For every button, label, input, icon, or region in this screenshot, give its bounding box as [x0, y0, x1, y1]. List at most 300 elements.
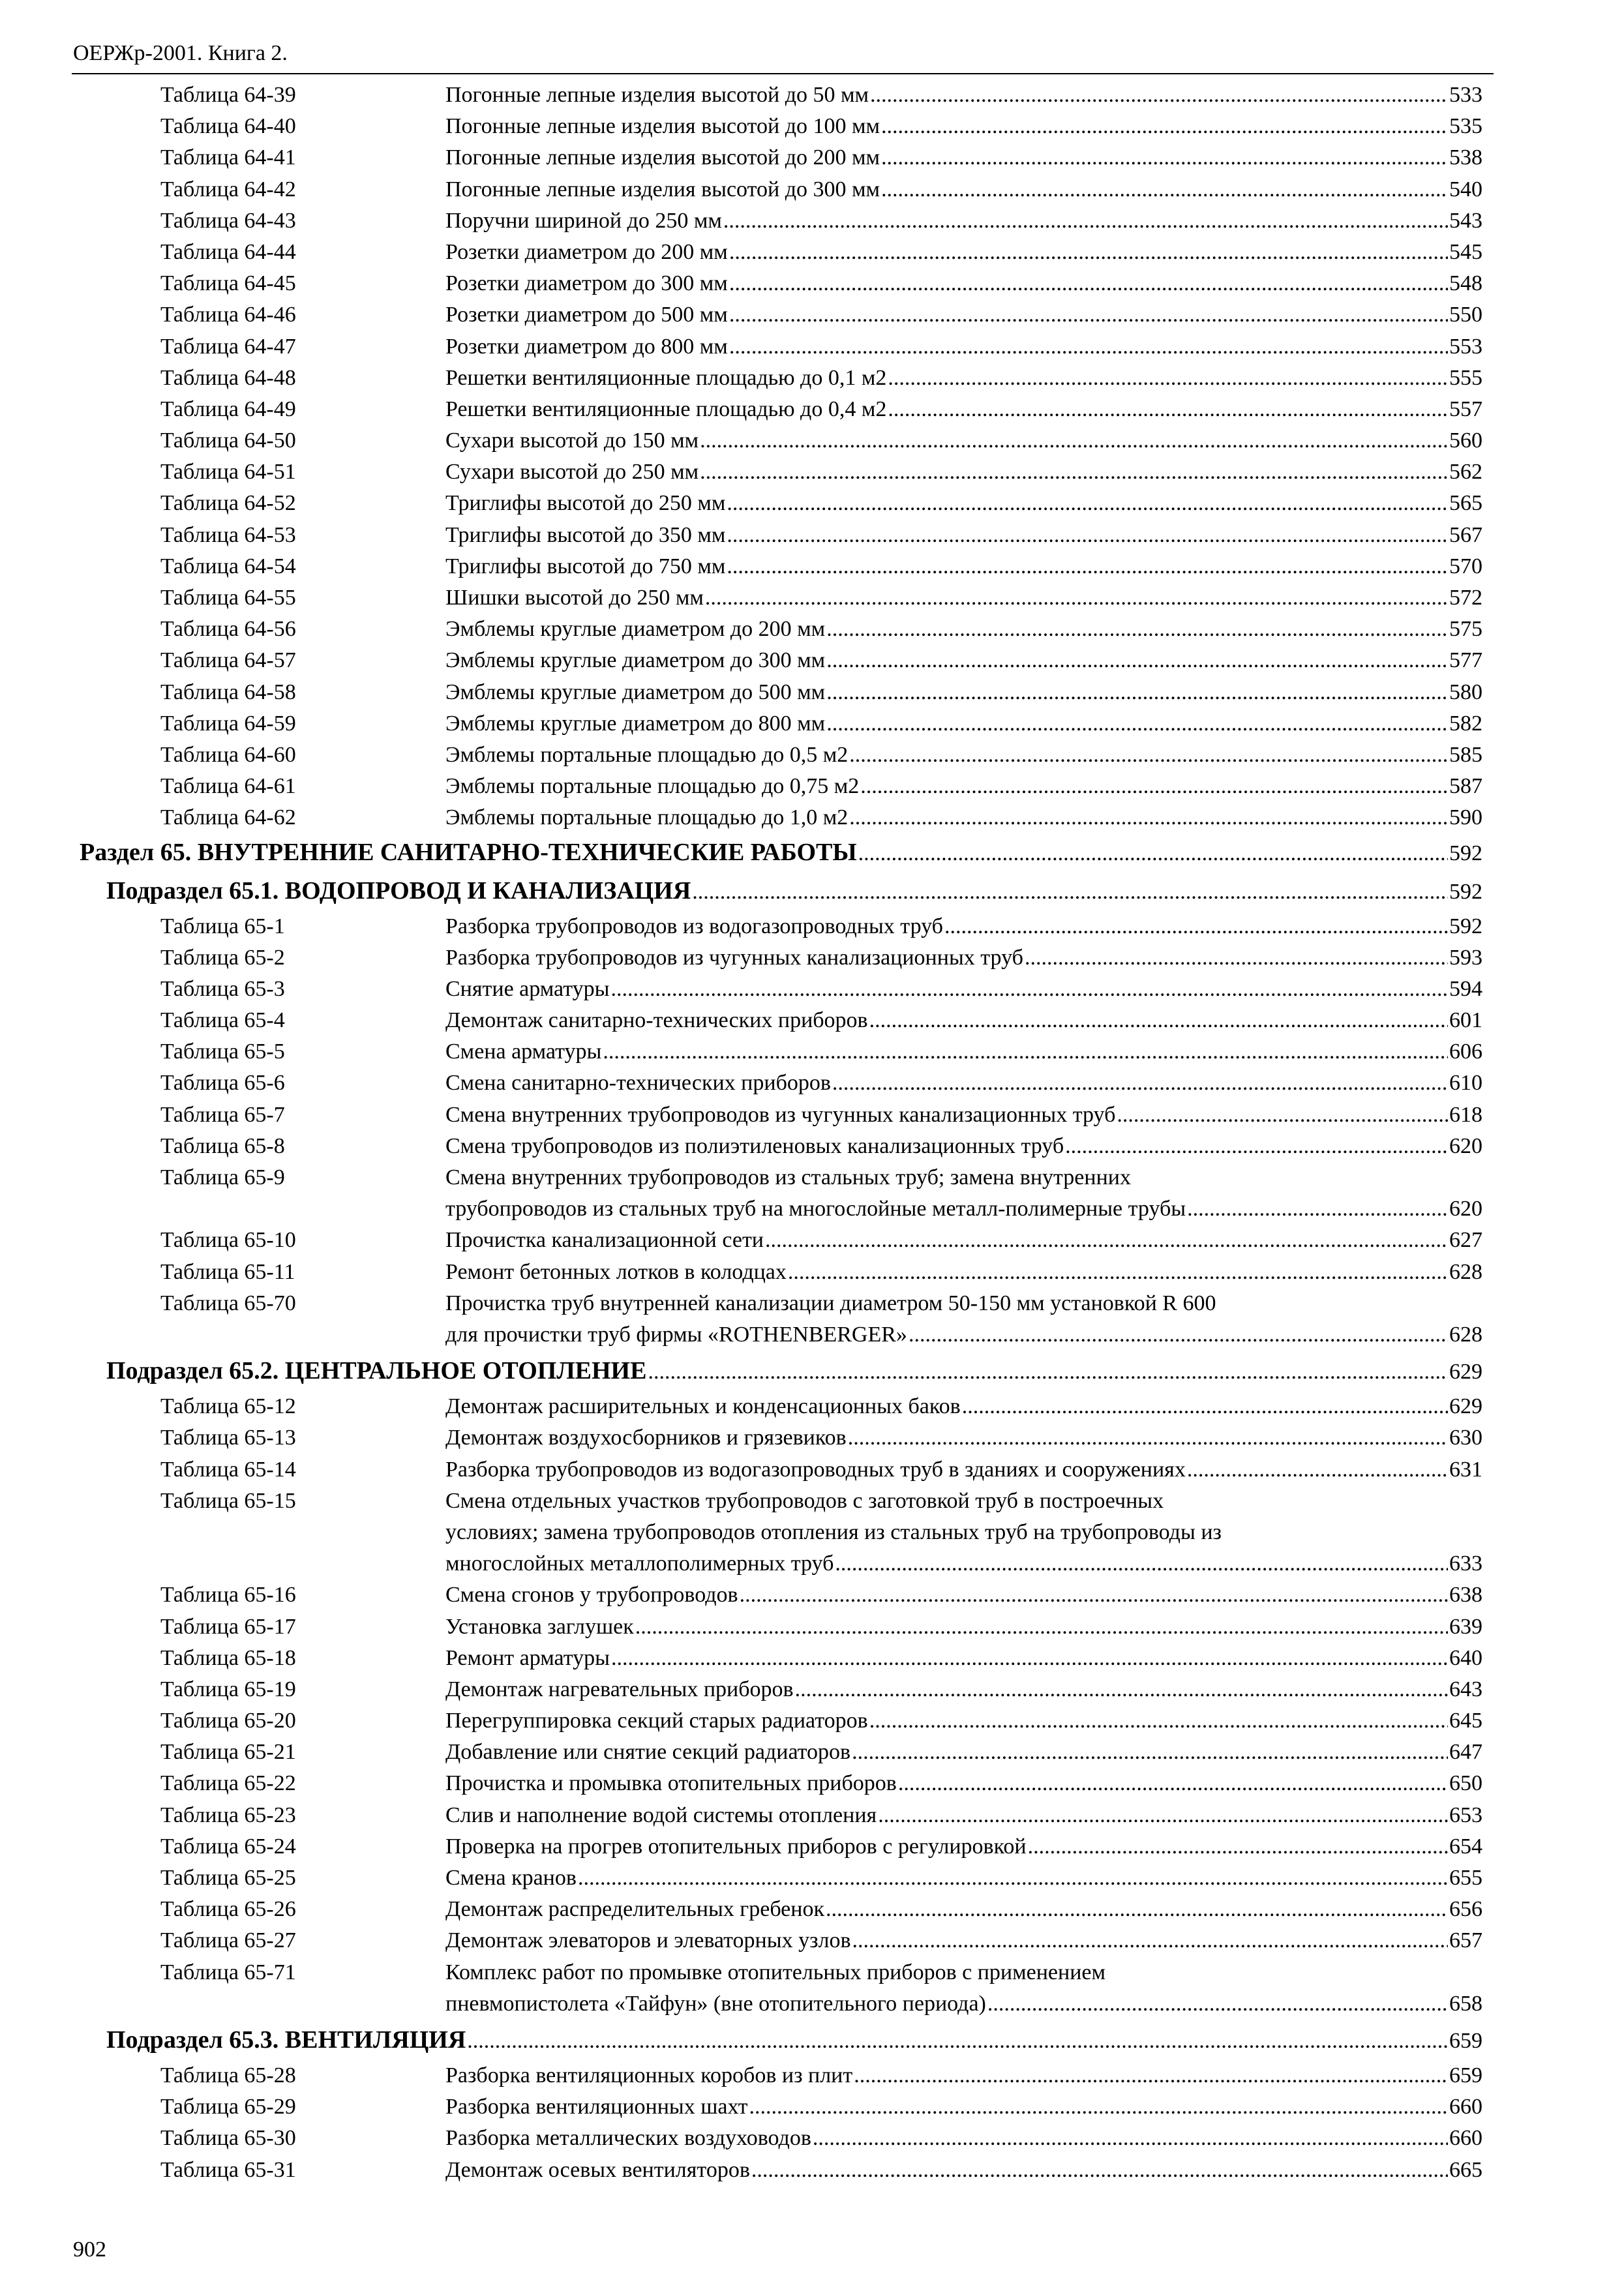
dot-leader: [869, 1705, 1448, 1737]
dot-leader-line: [445, 1737, 1482, 1768]
toc-table-entry: [0, 911, 1624, 942]
dot-leader: [727, 520, 1448, 551]
entry-title-line: Демонтаж осевых вентиляторов: [445, 2157, 750, 2182]
dot-leader-line: [445, 1005, 1482, 1036]
entry-title-line: Разборка вентиляционных коробов из плит: [445, 2063, 853, 2087]
dot-leader-line: [445, 1643, 1482, 1674]
entry-description: [445, 802, 1482, 833]
dot-leader: [729, 299, 1448, 331]
dot-leader-line: [445, 1131, 1482, 1162]
entry-page: 548: [1449, 271, 1482, 296]
toc-table-entry: [0, 1288, 1624, 1351]
table-number: Таблица 65-6: [160, 1071, 285, 1096]
toc-table-entry: [0, 740, 1624, 771]
dot-leader: [898, 1768, 1448, 1799]
entry-page: 657: [1449, 1928, 1482, 1953]
table-number: Таблица 64-60: [160, 742, 296, 767]
toc-table-entry: [0, 708, 1624, 740]
dot-leader: [700, 425, 1448, 456]
table-number: Таблица 65-13: [160, 1426, 296, 1450]
entry-title-line: Демонтаж расширительных и конденсационных баков: [445, 1394, 961, 1419]
dot-leader: [467, 2021, 1448, 2061]
entry-title-line: Смена арматуры: [445, 1040, 602, 1064]
table-number: Таблица 65-9: [160, 1165, 285, 1189]
toc-table-entry: [0, 1674, 1624, 1705]
dot-leader-line: [106, 2020, 1482, 2061]
dot-leader: [1117, 1100, 1448, 1131]
entry-title-line: Ремонт арматуры: [445, 1645, 610, 1670]
dot-leader-line: [445, 551, 1482, 582]
entry-description: [445, 174, 1482, 205]
entry-description: [445, 1068, 1482, 1099]
entry-page: 577: [1449, 648, 1482, 673]
dot-leader: [826, 614, 1448, 645]
entry-title-line: Триглифы высотой до 750 мм: [445, 554, 726, 578]
dot-leader: [765, 1225, 1448, 1256]
table-number: Таблица 64-50: [160, 428, 296, 453]
table-number: Таблица 65-28: [160, 2063, 296, 2087]
entry-page: 543: [1449, 208, 1482, 233]
table-number: Таблица 65-10: [160, 1228, 296, 1253]
toc-table-entry: [0, 1579, 1624, 1611]
entry-page: 630: [1449, 1426, 1482, 1450]
table-number: Таблица 65-3: [160, 976, 285, 1001]
dot-leader: [826, 1894, 1448, 1925]
table-number: Таблица 64-41: [160, 145, 296, 170]
dot-leader: [648, 1352, 1448, 1392]
entry-page: 592: [1449, 914, 1482, 938]
entry-title-line: Снятие арматуры: [445, 976, 610, 1001]
dot-leader-line: [445, 1611, 1482, 1643]
entry-page: 639: [1449, 1614, 1482, 1639]
entry-description: [445, 1674, 1482, 1705]
entry-title-line: Прочистка канализационной сети: [445, 1228, 764, 1253]
dot-leader-line: [445, 1319, 1482, 1351]
entry-page: 653: [1449, 1803, 1482, 1827]
dot-leader-line: [445, 456, 1482, 488]
running-header: ОЕРЖр-2001. Книга 2.: [73, 41, 288, 65]
entry-page: 540: [1449, 177, 1482, 202]
entry-page: 562: [1449, 460, 1482, 485]
entry-description: [445, 205, 1482, 237]
table-number: Таблица 65-17: [160, 1614, 296, 1639]
entry-description: [445, 677, 1482, 708]
entry-page: 660: [1449, 2095, 1482, 2119]
entry-title-line: Разборка трубопроводов из чугунных канализационных труб: [445, 945, 1023, 970]
entry-page: 660: [1449, 2126, 1482, 2151]
entry-page: 572: [1449, 586, 1482, 610]
table-number: Таблица 65-71: [160, 1960, 296, 1984]
dot-leader-line: [445, 142, 1482, 173]
entry-title-line: Смена трубопроводов из полиэтиленовых канализационных труб: [445, 1133, 1064, 1158]
entry-description: [445, 2060, 1482, 2091]
table-number: Таблица 64-54: [160, 554, 296, 578]
entry-page: 628: [1449, 1259, 1482, 1284]
entry-description: [445, 974, 1482, 1005]
dot-leader-line: [445, 974, 1482, 1005]
dot-leader-line: [445, 363, 1482, 394]
table-number: Таблица 65-8: [160, 1133, 285, 1158]
dot-leader-line: [80, 834, 1482, 872]
toc-table-entry: [0, 1036, 1624, 1068]
entry-description: [445, 111, 1482, 142]
toc-table-entry: [0, 974, 1624, 1005]
entry-description: [445, 1957, 1482, 2020]
entry-page: 557: [1449, 396, 1482, 421]
dot-leader: [848, 1422, 1448, 1454]
entry-description: [445, 1162, 1482, 1225]
entry-title-line: Погонные лепные изделия высотой до 300 мм: [445, 177, 880, 202]
dot-leader: [788, 1257, 1448, 1288]
dot-leader-line: [445, 1391, 1482, 1422]
toc-table-entry: [0, 2123, 1624, 2154]
table-number: Таблица 65-19: [160, 1677, 296, 1701]
dot-leader-line: [445, 425, 1482, 456]
entry-page: 640: [1449, 1645, 1482, 1670]
dot-leader-line: [106, 1351, 1482, 1392]
dot-leader-line: [445, 1548, 1482, 1579]
dot-leader: [795, 1674, 1448, 1705]
dot-leader: [888, 363, 1448, 394]
dot-leader: [749, 2091, 1448, 2123]
entry-description: [445, 942, 1482, 974]
dot-leader: [700, 456, 1448, 488]
toc-table-entry: [0, 582, 1624, 614]
dot-leader-line: [445, 1454, 1482, 1486]
entry-title-line: пневмопистолета «Тайфун» (вне отопительного периода): [445, 1991, 986, 2016]
dot-leader-line: [445, 708, 1482, 740]
table-number: Таблица 64-55: [160, 586, 296, 610]
entry-title-line: Комплекс работ по промывке отопительных приборов с применением: [445, 1960, 1106, 1984]
dot-leader: [987, 1988, 1448, 2020]
table-number: Таблица 65-70: [160, 1291, 296, 1315]
entry-description: [445, 1454, 1482, 1486]
entry-title-line: Перегруппировка секций старых радиаторов: [445, 1709, 868, 1733]
dot-leader: [849, 802, 1448, 833]
entry-page: 585: [1449, 742, 1482, 767]
entry-page: 645: [1449, 1709, 1482, 1733]
entry-title-line: Розетки диаметром до 500 мм: [445, 303, 728, 327]
entry-title-line: для прочистки труб фирмы «ROTHENBERGER»: [445, 1322, 907, 1347]
dot-leader: [729, 268, 1448, 299]
dot-leader: [852, 1925, 1448, 1956]
toc-table-entry: [0, 456, 1624, 488]
entry-title-line: Шишки высотой до 250 мм: [445, 586, 704, 610]
entry-page: 638: [1449, 1583, 1482, 1608]
entry-description: [445, 2155, 1482, 2186]
entry-description: [445, 1288, 1482, 1351]
entry-title-line: Эмблемы круглые диаметром до 200 мм: [445, 617, 826, 642]
dot-leader: [826, 708, 1448, 740]
entry-page: 627: [1449, 1228, 1482, 1253]
dot-leader-line: [445, 942, 1482, 974]
toc-table-entry: [0, 1957, 1624, 2020]
dot-leader-line: [445, 268, 1482, 299]
table-number: Таблица 64-44: [160, 239, 296, 264]
entry-title-line: Погонные лепные изделия высотой до 200 мм: [445, 145, 880, 170]
toc-table-entry: [0, 205, 1624, 237]
table-number: Таблица 65-18: [160, 1645, 296, 1670]
entry-title-line: Решетки вентиляционные площадью до 0,1 м2: [445, 365, 887, 390]
entry-title-line: Розетки диаметром до 200 мм: [445, 239, 728, 264]
entry-description: [445, 331, 1482, 363]
entry-page: 545: [1449, 239, 1482, 264]
entry-page: 594: [1449, 976, 1482, 1001]
entry-page: 560: [1449, 428, 1482, 453]
dot-leader: [1028, 1831, 1448, 1863]
dot-leader-line: [445, 1768, 1482, 1799]
entry-title-line: Триглифы высотой до 250 мм: [445, 491, 726, 516]
dot-leader: [751, 2155, 1448, 2186]
toc-table-entry: [0, 2155, 1624, 2186]
toc-table-entry: [0, 942, 1624, 974]
entry-description: [445, 1737, 1482, 1768]
entry-description: [445, 1863, 1482, 1894]
dot-leader-line: [445, 1257, 1482, 1288]
table-number: Таблица 64-57: [160, 648, 296, 673]
table-number: Таблица 65-12: [160, 1394, 296, 1419]
entry-page: 650: [1449, 1771, 1482, 1796]
table-number: Таблица 65-30: [160, 2126, 296, 2151]
table-number: Таблица 65-24: [160, 1834, 296, 1859]
table-number: Таблица 65-11: [160, 1259, 295, 1284]
dot-leader-line: [445, 2091, 1482, 2123]
entry-page: 570: [1449, 554, 1482, 578]
dot-leader: [852, 1737, 1448, 1768]
entry-title-line: Установка заглушек: [445, 1614, 634, 1639]
dot-leader-line: [445, 1193, 1482, 1225]
entry-title-line: Сухари высотой до 250 мм: [445, 460, 699, 485]
dot-leader: [849, 740, 1448, 771]
table-number: Таблица 64-49: [160, 396, 296, 421]
table-number: Таблица 65-1: [160, 914, 285, 938]
toc-table-entry: [0, 1863, 1624, 1894]
dot-leader-line: [445, 488, 1482, 519]
entry-title-line: условиях; замена трубопроводов отопления из стальных труб на трубопроводы из: [445, 1519, 1222, 1544]
toc-table-entry: [0, 1422, 1624, 1454]
toc-table-entry: [0, 677, 1624, 708]
table-number: Таблица 65-14: [160, 1457, 296, 1482]
entry-page: 606: [1449, 1040, 1482, 1064]
dot-leader: [635, 1611, 1448, 1643]
toc-table-entry: [0, 1225, 1624, 1256]
entry-page: 582: [1449, 711, 1482, 736]
toc-table-entry: [0, 1100, 1624, 1131]
entry-title-line: Решетки вентиляционные площадью до 0,4 м2: [445, 396, 887, 421]
toc-table-entry: [0, 1162, 1624, 1225]
dot-leader: [578, 1863, 1448, 1894]
toc-table-entry: [0, 1768, 1624, 1799]
dot-leader: [692, 872, 1448, 912]
entry-title-line: Эмблемы круглые диаметром до 500 мм: [445, 680, 826, 704]
entry-description: [445, 1643, 1482, 1674]
dot-leader: [878, 1800, 1448, 1831]
dot-leader-line: [445, 1705, 1482, 1737]
table-number: Таблица 64-42: [160, 177, 296, 202]
dot-leader-line: [445, 614, 1482, 645]
dot-leader-line: [445, 911, 1482, 942]
dot-leader: [870, 80, 1448, 111]
table-number: Таблица 64-48: [160, 365, 296, 390]
table-number: Таблица 65-21: [160, 1740, 296, 1765]
entry-title-line: Демонтаж распределительных гребенок: [445, 1897, 824, 1922]
entry-page: 567: [1449, 522, 1482, 547]
table-number: Таблица 65-23: [160, 1803, 296, 1827]
dot-leader: [1065, 1131, 1448, 1162]
entry-description: [445, 394, 1482, 425]
entry-title-line: Триглифы высотой до 350 мм: [445, 522, 726, 547]
dot-leader-line: [445, 1800, 1482, 1831]
toc-table-entry: [0, 1391, 1624, 1422]
entry-description: [445, 80, 1482, 111]
toc-table-entry: [0, 771, 1624, 802]
dot-leader: [727, 488, 1448, 519]
entry-page: 655: [1449, 1866, 1482, 1890]
entry-title: Подраздел 65.2. ЦЕНТРАЛЬНОЕ ОТОПЛЕНИЕ: [106, 1357, 647, 1385]
toc-table-entry: [0, 1643, 1624, 1674]
entry-page: 618: [1449, 1102, 1482, 1127]
table-number: Таблица 64-43: [160, 208, 296, 233]
entry-title-line: Поручни шириной до 250 мм: [445, 208, 722, 233]
toc-subsection-heading: [0, 1351, 1624, 1391]
table-number: Таблица 65-20: [160, 1709, 296, 1733]
entry-title-line: Смена сгонов у трубопроводов: [445, 1583, 738, 1608]
entry-title-line: Прочистка труб внутренней канализации диаметром 50-150 мм установкой R 600: [445, 1291, 1216, 1315]
table-number: Таблица 65-31: [160, 2157, 296, 2182]
entry-description: [445, 2091, 1482, 2123]
entry-title-line: Добавление или снятие секций радиаторов: [445, 1740, 851, 1765]
entry-description: [445, 268, 1482, 299]
dot-leader-line: [445, 1894, 1482, 1925]
entry-title-line: Сухари высотой до 150 мм: [445, 428, 699, 453]
toc-table-entry: [0, 1131, 1624, 1162]
entry-title-line: Погонные лепные изделия высотой до 50 мм: [445, 83, 869, 107]
toc-table-entry: [0, 142, 1624, 173]
table-number: Таблица 64-40: [160, 114, 296, 139]
dot-leader-line: [445, 299, 1482, 331]
dot-leader-line: [445, 111, 1482, 142]
entry-title-line: Прочистка и промывка отопительных приборов: [445, 1771, 897, 1796]
entry-page: 565: [1449, 491, 1482, 516]
dot-leader-line: [445, 677, 1482, 708]
table-number: Таблица 65-29: [160, 2095, 296, 2119]
dot-leader: [1187, 1193, 1448, 1225]
toc-table-entry: [0, 299, 1624, 331]
toc-table-entry: [0, 1068, 1624, 1099]
entry-description: [445, 1894, 1482, 1925]
toc-table-entry: [0, 802, 1624, 833]
entry-title-line: Ремонт бетонных лотков в колодцах: [445, 1259, 787, 1284]
entry-page: 629: [1449, 1394, 1482, 1419]
entry-title-line: Смена кранов: [445, 1866, 577, 1890]
table-number: Таблица 65-7: [160, 1102, 285, 1127]
entry-title-line: Смена отдельных участков трубопроводов с заготовкой труб в построечных: [445, 1488, 1164, 1513]
entry-description: [445, 1225, 1482, 1256]
toc-table-entry: [0, 2060, 1624, 2091]
dot-leader: [729, 331, 1448, 363]
entry-page: 643: [1449, 1677, 1482, 1701]
entry-title-line: Эмблемы портальные площадью до 1,0 м2: [445, 805, 849, 830]
dot-leader: [881, 142, 1448, 173]
toc-table-entry: [0, 551, 1624, 582]
table-number: Таблица 64-59: [160, 711, 296, 736]
table-number: Таблица 65-2: [160, 945, 285, 970]
table-of-contents: [0, 80, 1624, 2186]
toc-table-entry: [0, 237, 1624, 268]
toc-table-entry: [0, 1894, 1624, 1925]
entry-title-line: Проверка на прогрев отопительных приборов с регулировкой: [445, 1834, 1027, 1859]
entry-page: 590: [1449, 805, 1482, 830]
entry-page: 555: [1449, 365, 1482, 390]
dot-leader: [832, 1068, 1448, 1099]
entry-title-line: Смена внутренних трубопроводов из стальных труб; замена внутренних: [445, 1165, 1131, 1189]
dot-leader: [944, 911, 1448, 942]
table-number: Таблица 65-15: [160, 1488, 296, 1513]
entry-description: [445, 1422, 1482, 1454]
dot-leader-line: [445, 174, 1482, 205]
entry-title-line: Разборка металлических воздуховодов: [445, 2126, 811, 2151]
toc-table-entry: [0, 425, 1624, 456]
dot-leader: [611, 1643, 1448, 1674]
toc-table-entry: [0, 1737, 1624, 1768]
entry-page: 610: [1449, 1071, 1482, 1096]
table-number: Таблица 64-45: [160, 271, 296, 296]
entry-title: Раздел 65. ВНУТРЕННИЕ САНИТАРНО-ТЕХНИЧЕСКИЕ РАБОТЫ: [80, 838, 857, 866]
entry-description: [445, 1705, 1482, 1737]
table-number: Таблица 65-5: [160, 1040, 285, 1064]
toc-table-entry: [0, 488, 1624, 519]
dot-leader-line: [445, 205, 1482, 237]
table-number: Таблица 64-47: [160, 334, 296, 359]
entry-description: [445, 1391, 1482, 1422]
entry-page: 592: [1449, 879, 1482, 904]
toc-table-entry: [0, 1486, 1624, 1580]
entry-title-line: Эмблемы круглые диаметром до 800 мм: [445, 711, 826, 736]
entry-description: [445, 1131, 1482, 1162]
table-number: Таблица 65-16: [160, 1583, 296, 1608]
entry-page: 647: [1449, 1740, 1482, 1765]
entry-description: [445, 740, 1482, 771]
dot-leader-line: [445, 2123, 1482, 2154]
dot-leader: [858, 835, 1448, 872]
table-number: Таблица 65-4: [160, 1008, 285, 1033]
toc-table-entry: [0, 520, 1624, 551]
dot-leader-line: [445, 1422, 1482, 1454]
entry-page: 628: [1449, 1322, 1482, 1347]
dot-leader: [603, 1036, 1448, 1068]
entry-title-line: Розетки диаметром до 800 мм: [445, 334, 728, 359]
dot-leader: [1187, 1454, 1448, 1486]
toc-table-entry: [0, 1925, 1624, 1956]
entry-page: 593: [1449, 945, 1482, 970]
entry-description: [445, 1831, 1482, 1863]
entry-page: 587: [1449, 774, 1482, 799]
entry-description: [445, 363, 1482, 394]
table-number: Таблица 64-56: [160, 617, 296, 642]
dot-leader-line: [445, 1579, 1482, 1611]
dot-leader-line: [445, 2060, 1482, 2091]
dot-leader: [962, 1391, 1448, 1422]
entry-title-line: трубопроводов из стальных труб на многослойные металл-полимерные трубы: [445, 1197, 1186, 1221]
entry-description: [445, 1800, 1482, 1831]
entry-page: 533: [1449, 83, 1482, 107]
dot-leader-line: [445, 520, 1482, 551]
dot-leader: [826, 677, 1448, 708]
page-number: 902: [73, 2237, 106, 2262]
entry-title-line: Эмблемы портальные площадью до 0,5 м2: [445, 742, 849, 767]
entry-description: [445, 582, 1482, 614]
entry-title-line: Эмблемы портальные площадью до 0,75 м2: [445, 774, 860, 799]
